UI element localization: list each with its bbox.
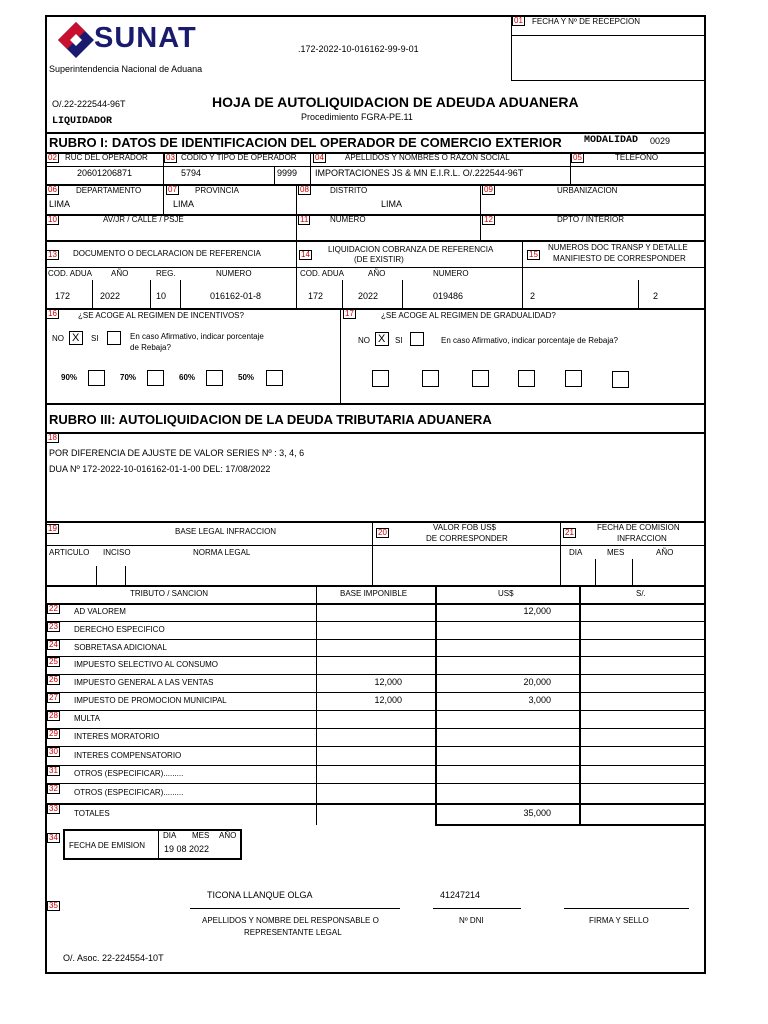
col-adua-2: COD. ADUA — [300, 269, 345, 278]
order-code: O/.22-222544-96T — [52, 99, 126, 109]
graduality-option-6[interactable] — [612, 371, 629, 388]
tax-row-name: DERECHO ESPECIFICO — [74, 625, 165, 634]
incentive-no-label: NO — [52, 334, 64, 343]
field-num-13: 13 — [48, 250, 57, 259]
tax-row-name: MULTA — [74, 714, 100, 723]
tax-row-number: 29 — [49, 729, 58, 738]
emission-date-value: 19 08 2022 — [164, 844, 210, 854]
tax-row-name: INTERES MORATORIO — [74, 732, 160, 741]
pct-50: 50% — [238, 373, 255, 382]
tax-row-number: 33 — [49, 804, 58, 813]
transport-label-2: MANIFIESTO DE CORRESPONDER — [553, 254, 686, 263]
reference-number: .172-2022-10-016162-99-9-01 — [298, 44, 419, 54]
liquidation-label-1: LIQUIDACION COBRANZA DE REFERENCIA — [328, 245, 494, 254]
tax-row-usd: 35,000 — [523, 808, 551, 818]
field-num-34: 34 — [49, 833, 58, 842]
ruc-value: 20601206871 — [77, 168, 133, 178]
ruc-label: RUC DEL OPERADOR — [65, 153, 148, 162]
doc-reg: 10 — [156, 291, 167, 301]
document-title: HOJA DE AUTOLIQUIDACION DE ADEUDA ADUANERA — [212, 94, 579, 110]
field-num-04: 04 — [315, 153, 324, 162]
tax-row-number: 30 — [49, 747, 58, 756]
description-line-2: DUA Nº 172-2022-10-016162-01-1-00 DEL: 17/08/2022 — [49, 464, 271, 474]
col-adua: COD. ADUA — [48, 269, 93, 278]
graduality-no-label: NO — [358, 336, 370, 345]
tax-row-name: OTROS (ESPECIFICAR)......... — [74, 788, 184, 797]
tax-row-base: 12,000 — [374, 695, 402, 705]
reference-doc-label: DOCUMENTO O DECLARACION DE REFERENCIA — [73, 249, 261, 258]
field-num-05: 05 — [573, 153, 582, 162]
field-num-35: 35 — [49, 901, 58, 910]
liq-numero: 019486 — [433, 291, 464, 301]
col-reg: REG. — [156, 269, 176, 278]
tax-row-number: 27 — [49, 693, 58, 702]
field-num-11: 11 — [300, 215, 309, 224]
incentive-si-label: SI — [91, 334, 99, 343]
col-ano-2: AÑO — [368, 269, 386, 278]
field-num-12: 12 — [484, 215, 493, 224]
field-num-08: 08 — [300, 185, 309, 194]
field-num-03: 03 — [166, 153, 175, 162]
base-legal-label: BASE LEGAL INFRACCION — [175, 527, 277, 536]
field-num-18: 18 — [48, 433, 57, 442]
department-label: DEPARTAMENTO — [76, 186, 142, 195]
graduality-si-checkbox[interactable] — [410, 332, 424, 346]
field-num-09: 09 — [484, 185, 493, 194]
tax-row-name: TOTALES — [74, 809, 110, 818]
tax-row-usd: 3,000 — [528, 695, 551, 705]
modalidad-label: MODALIDAD — [584, 135, 639, 146]
liq-ano: 2022 — [358, 291, 379, 301]
pct-60: 60% — [179, 373, 196, 382]
incentive-aff-1: En caso Afirmativo, indicar porcentaje — [130, 332, 264, 341]
tax-row-number: 31 — [49, 766, 58, 775]
graduality-question: ¿SE ACOGE AL REGIMEN DE GRADUALIDAD? — [381, 311, 556, 320]
field-num-07: 07 — [168, 185, 177, 194]
liq-adua: 172 — [308, 291, 324, 301]
tax-row-name: OTROS (ESPECIFICAR)......... — [74, 769, 184, 778]
tax-row-usd: 20,000 — [523, 677, 551, 687]
province-value: LIMA — [173, 199, 195, 209]
field-num-01: 01 — [514, 16, 523, 25]
dia-label: DIA — [569, 548, 583, 557]
header-base: BASE IMPONIBLE — [340, 589, 408, 598]
tax-row-name: IMPUESTO SELECTIVO AL CONSUMO — [74, 660, 219, 669]
reception-label: FECHA Y Nº DE RECEPCION — [532, 17, 640, 26]
pct-70: 70% — [120, 373, 137, 382]
emission-ano: AÑO — [219, 831, 237, 840]
procedure-code: Procedimiento FGRA-PE.11 — [301, 112, 413, 122]
transport-detail: 2 — [653, 291, 659, 301]
incentive-question: ¿SE ACOGE AL REGIMEN DE INCENTIVOS? — [78, 311, 244, 320]
fob-label-1: VALOR FOB US$ — [433, 523, 496, 532]
liquidador-label: LIQUIDADOR — [52, 116, 113, 127]
agency-subtitle: Superintendencia Nacional de Aduana — [49, 64, 203, 74]
tax-row-name: IMPUESTO GENERAL A LAS VENTAS — [74, 678, 214, 687]
tax-row-number: 26 — [49, 675, 58, 684]
rubro-3-title: RUBRO III: AUTOLIQUIDACION DE LA DEUDA TRIBUTARIA ADUANERA — [49, 412, 492, 427]
responsible-name: TICONA LLANQUE OLGA — [207, 890, 313, 900]
tax-row-usd: 12,000 — [523, 606, 551, 616]
header-usd: US$ — [498, 589, 514, 598]
graduality-option-5[interactable] — [565, 370, 582, 387]
company-name-label: APELLIDOS Y NOMBRES O RAZON SOCIAL — [345, 153, 510, 162]
district-value: LIMA — [381, 199, 403, 209]
liquidation-label-2: (DE EXISTIR) — [354, 255, 404, 264]
pct-60-checkbox[interactable] — [206, 370, 223, 386]
emission-date-label: FECHA DE EMISION — [69, 841, 146, 850]
commission-date-label-2: INFRACCION — [617, 534, 667, 543]
operator-code-label: CODIO Y TIPO DE OPERADOR — [181, 153, 297, 162]
pct-90-checkbox[interactable] — [88, 370, 105, 386]
tax-row-number: 24 — [49, 640, 58, 649]
col-numero-2: NUMERO — [433, 269, 469, 278]
graduality-option-3[interactable] — [472, 370, 489, 387]
pct-90: 90% — [61, 373, 78, 382]
graduality-no-checkbox[interactable]: X — [375, 332, 389, 346]
tax-row-number: 32 — [49, 784, 58, 793]
fob-label-2: DE CORRESPONDER — [426, 534, 508, 543]
tax-row-name: INTERES COMPENSATORIO — [74, 751, 182, 760]
tax-row-number: 23 — [49, 622, 58, 631]
responsible-dni: 41247214 — [440, 890, 481, 900]
emission-mes: MES — [192, 831, 210, 840]
doc-ano: 2022 — [100, 291, 121, 301]
responsible-label-1: APELLIDOS Y NOMBRE DEL RESPONSABLE O — [202, 916, 379, 925]
phone-label: TELEFONO — [615, 153, 659, 162]
tax-row-number: 25 — [49, 657, 58, 666]
logo-text: SUNAT — [94, 22, 197, 54]
responsible-label-2: REPRESENTANTE LEGAL — [244, 928, 342, 937]
description-line-1: POR DIFERENCIA DE AJUSTE DE VALOR SERIES Nº : 3, 4, 6 — [49, 448, 305, 458]
company-name-value: IMPORTACIONES JS & MN E.I.R.L. O/.222544-96T — [315, 168, 524, 178]
urbanization-label: URBANIZACION — [557, 186, 618, 195]
dni-label: Nº DNI — [459, 916, 484, 925]
inciso-label: INCISO — [103, 548, 131, 557]
field-num-20: 20 — [378, 528, 387, 537]
field-num-14: 14 — [301, 250, 310, 259]
department-value: LIMA — [49, 199, 71, 209]
emission-dia: DIA — [163, 831, 177, 840]
norma-legal-label: NORMA LEGAL — [193, 548, 251, 557]
association-code: O/. Asoc. 22-224554-10T — [63, 953, 164, 963]
apartment-label: DPTO / INTERIOR — [557, 215, 624, 224]
tax-row-name: IMPUESTO DE PROMOCION MUNICIPAL — [74, 696, 227, 705]
doc-adua: 172 — [55, 291, 71, 301]
field-num-17: 17 — [345, 309, 354, 318]
field-num-19: 19 — [48, 524, 57, 533]
incentive-si-checkbox[interactable] — [107, 331, 121, 345]
field-num-10: 10 — [48, 215, 57, 224]
transport-label-1: NUMEROS DOC TRANSP Y DETALLE — [548, 243, 688, 252]
tax-row-name: AD VALOREM — [74, 607, 126, 616]
tax-row-number: 28 — [49, 711, 58, 720]
field-num-21: 21 — [565, 528, 574, 537]
articulo-label: ARTICULO — [49, 548, 90, 557]
col-ano: AÑO — [111, 269, 129, 278]
street-label: AV/JR / CALLE / PSJE — [103, 215, 184, 224]
province-label: PROVINCIA — [195, 186, 240, 195]
tax-row-name: SOBRETASA ADICIONAL — [74, 643, 167, 652]
transport-doc: 2 — [530, 291, 536, 301]
sunat-logo — [56, 20, 216, 62]
incentive-aff-2: de Rebaja? — [130, 343, 171, 352]
tax-row-number: 22 — [49, 604, 58, 613]
field-num-16: 16 — [48, 309, 57, 318]
field-num-15: 15 — [529, 250, 538, 259]
header-tributo: TRIBUTO / SANCION — [130, 589, 209, 598]
operator-code-value: 5794 — [181, 168, 202, 178]
district-label: DISTRITO — [330, 186, 368, 195]
signature-label: FIRMA Y SELLO — [589, 916, 649, 925]
logo-diamond-icon — [56, 20, 96, 60]
graduality-option-2[interactable] — [422, 370, 439, 387]
field-num-02: 02 — [48, 153, 57, 162]
modalidad-value: 0029 — [650, 136, 671, 146]
operator-type-value: 9999 — [277, 168, 298, 178]
rubro-1-title: RUBRO I: DATOS DE IDENTIFICACION DEL OPERADOR DE COMERCIO EXTERIOR — [49, 135, 562, 150]
graduality-aff: En caso Afirmativo, indicar porcentaje de Rebaja? — [441, 336, 618, 345]
ano-label: AÑO — [656, 548, 674, 557]
doc-numero: 016162-01-8 — [210, 291, 262, 301]
graduality-si-label: SI — [395, 336, 403, 345]
number-label: NUMERO — [330, 215, 366, 224]
tax-row-base: 12,000 — [374, 677, 402, 687]
field-num-06: 06 — [48, 185, 57, 194]
header-soles: S/. — [636, 589, 646, 598]
mes-label: MES — [607, 548, 625, 557]
commission-date-label-1: FECHA DE COMISION — [597, 523, 680, 532]
col-numero: NUMERO — [216, 269, 252, 278]
incentive-no-checkbox[interactable]: X — [69, 331, 83, 345]
pct-70-checkbox[interactable] — [147, 370, 164, 386]
graduality-option-1[interactable] — [372, 370, 389, 387]
graduality-option-4[interactable] — [518, 370, 535, 387]
pct-50-checkbox[interactable] — [266, 370, 283, 386]
